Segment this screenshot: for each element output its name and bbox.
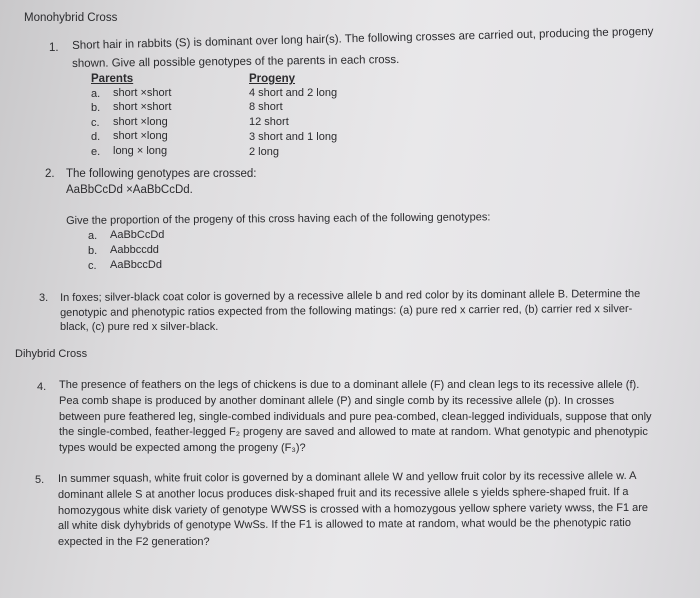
question-text-line: homozygous white disk variety of genotype WWSS is crossed with a homozygous yellow sphere variety wwss, the F1 are bbox=[58, 501, 649, 517]
question-text-line: expected in the F2 generation? bbox=[58, 536, 210, 548]
row-progeny: 12 short bbox=[249, 116, 289, 128]
item-letter: b. bbox=[88, 245, 98, 257]
parents-header: Parents bbox=[91, 73, 134, 85]
row-progeny: 2 long bbox=[249, 146, 279, 158]
question-number: 4. bbox=[37, 381, 47, 393]
question-text-line: types would be expected among the progeny (F₃)? bbox=[59, 442, 306, 454]
row-letter: e. bbox=[91, 146, 101, 158]
row-letter: a. bbox=[91, 88, 101, 100]
question-text-line: all white disk dyhybrids of genotype WwSs. If the F1 is allowed to mate at random, what would be the phenotypic ratio bbox=[58, 517, 631, 532]
item-letter: c. bbox=[88, 260, 97, 272]
question-text-line: shown. Give all possible genotypes of the parents in each cross. bbox=[72, 54, 400, 70]
question-text-line: between pure feathered leg, single-combed individuals and pure pea-combed, clean-legged individuals, suppose that only bbox=[59, 411, 652, 423]
item-letter: a. bbox=[88, 230, 98, 242]
row-letter: b. bbox=[91, 102, 101, 114]
section-title-dihybrid: Dihybrid Cross bbox=[15, 348, 88, 360]
row-letter: c. bbox=[91, 117, 100, 129]
row-parents: short ×long bbox=[113, 116, 168, 128]
question-text-line: The following genotypes are crossed: bbox=[66, 168, 257, 180]
row-progeny: 3 short and 1 long bbox=[249, 131, 338, 143]
question-number: 3. bbox=[39, 292, 49, 304]
row-letter: d. bbox=[91, 131, 101, 143]
question-text-line: dominant allele S at another locus produces disk-shaped fruit and its recessive allele s yields sphere-shaped fruit. If a bbox=[58, 486, 629, 501]
question-text-line: the single-combed, feather-legged F₂ progeny are saved and allowed to mate at random. What genotypic and phenotypic bbox=[59, 426, 648, 438]
genotype-item: AaBbccDd bbox=[110, 259, 162, 271]
section-title-monohybrid: Monohybrid Cross bbox=[24, 12, 118, 24]
genotype-item: AaBbCcDd bbox=[110, 229, 165, 241]
question-text-line: In foxes; silver-black coat color is governed by a recessive allele b and red color by its dominant allele B. Determine the bbox=[60, 287, 641, 304]
question-number: 1. bbox=[49, 42, 59, 54]
genotype-item: Aabbccdd bbox=[110, 244, 159, 256]
question-text-line: genotypic and phenotypic ratios expected from the following matings: (a) pure red x carrier red, (b) carrier red x silver- bbox=[60, 303, 633, 319]
row-progeny: 4 short and 2 long bbox=[249, 87, 338, 99]
progeny-header: Progeny bbox=[249, 73, 296, 85]
question-text-line: Pea comb shape is produced by another dominant allele (P) and single comb by its recessive allele (p). In crosses bbox=[59, 395, 615, 407]
question-number: 5. bbox=[35, 474, 45, 486]
row-parents: short ×short bbox=[113, 101, 172, 113]
genotype-cross: AaBbCcDd ×AaBbCcDd. bbox=[66, 184, 193, 196]
row-parents: short ×short bbox=[113, 87, 172, 99]
question-text-line: In summer squash, white fruit color is governed by a dominant allele W and yellow fruit color by its recessive allele w. A bbox=[58, 469, 637, 485]
question-prompt: Give the proportion of the progeny of this cross having each of the following genotypes: bbox=[66, 211, 491, 227]
row-progeny: 8 short bbox=[249, 101, 283, 113]
row-parents: short ×long bbox=[113, 130, 168, 142]
row-parents: long × long bbox=[113, 145, 168, 157]
question-number: 2. bbox=[45, 168, 55, 180]
question-text-line: Short hair in rabbits (S) is dominant over long hair(s). The following crosses are carried out, producing the progeny bbox=[72, 25, 654, 52]
question-text-line: black, (c) pure red x silver-black. bbox=[60, 321, 219, 333]
question-text-line: The presence of feathers on the legs of chickens is due to a dominant allele (F) and clean legs to its recessive allele (f). bbox=[59, 379, 640, 391]
